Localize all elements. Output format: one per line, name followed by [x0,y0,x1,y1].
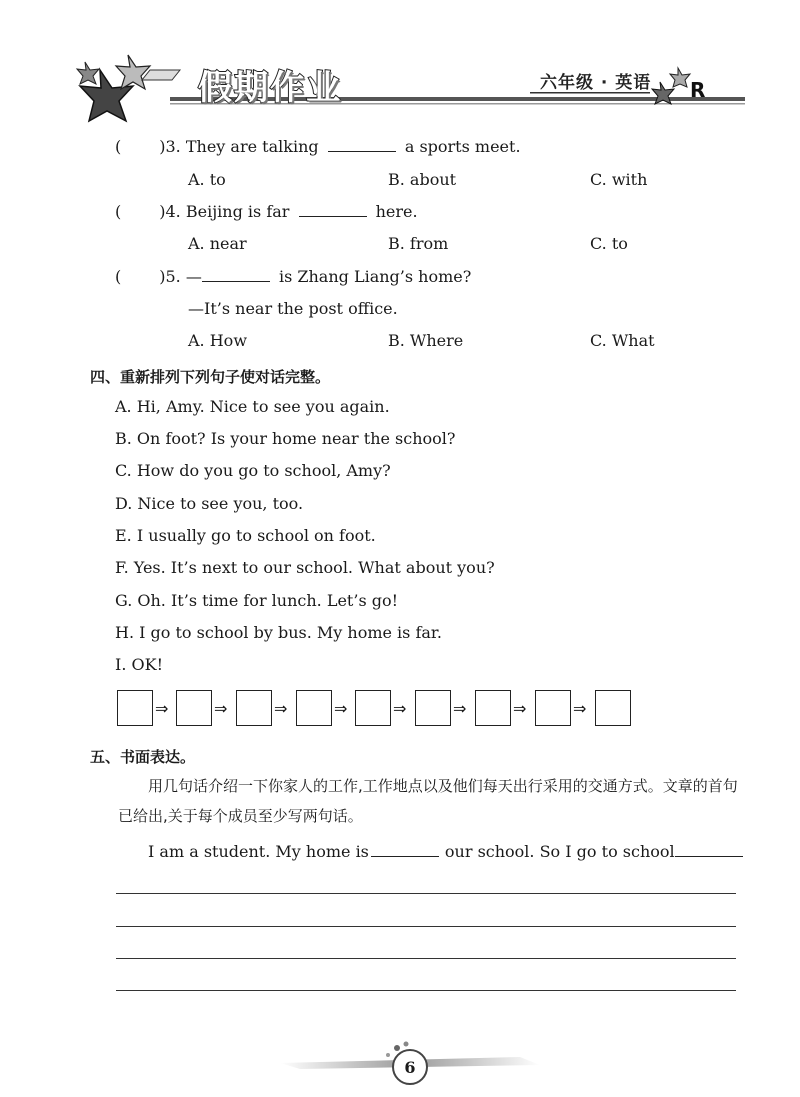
page-number: 6 [404,1058,416,1077]
arrow-icon: ⇒ [214,699,228,718]
answer-paren-close: ) [159,267,166,286]
arrow-icon: ⇒ [274,699,288,718]
prompt-text: I am a student. My home is [148,842,369,861]
question-number: 5. [165,267,181,286]
arrow-icon: ⇒ [155,699,169,718]
sentence-h: H. I go to school by bus. My home is far. [115,623,442,642]
answer-paren-open: ( [115,137,122,156]
arrow-icon: ⇒ [573,699,587,718]
writing-instruction: 用几句话介绍一下你家人的工作,工作地点以及他们每天出行采用的交通方式。文章的首句已给出,关于每个成员至少写两句话。 [118,777,738,825]
option-b: B. about [388,170,457,189]
question-number: 3. [165,137,181,156]
question-3 [115,137,521,157]
star-icon [77,62,99,84]
answer-paren-open: ( [115,202,122,221]
fill-blank[interactable] [371,842,439,857]
answer-paren-close: ) [159,137,166,156]
sentence-c: C. How do you go to school, Amy? [115,461,391,480]
section-4-title: 四、重新排列下列句子使对话完整。 [90,368,331,386]
question-reply: —It’s near the post office. [188,299,398,318]
order-box-5[interactable] [355,690,391,726]
option-b: B. from [388,234,449,253]
question-5 [115,267,471,287]
book-title: 假期作业 [198,68,342,108]
question-stem: is Zhang Liang’s home? [278,267,472,286]
arrow-icon: ⇒ [453,699,467,718]
star-icon [670,68,690,87]
question-stem: Beijing is far [185,202,290,221]
arrow-icon: ⇒ [513,699,527,718]
order-box-3[interactable] [236,690,272,726]
fill-blank[interactable] [202,267,270,282]
question-stem: They are talking [185,137,319,156]
star-icon [116,55,150,89]
header-decoration [0,0,800,130]
question-stem: here. [375,202,418,221]
order-box-4[interactable] [296,690,332,726]
page-header [0,0,800,130]
prompt-text: our school. So I go to school [444,842,675,861]
writing-line[interactable] [116,926,736,927]
order-box-9[interactable] [595,690,631,726]
order-box-6[interactable] [415,690,451,726]
section-5-title: 五、书面表达。 [90,748,196,766]
writing-line[interactable] [116,990,736,991]
sentence-f: F. Yes. It’s next to our school. What about you? [115,558,495,577]
option-c: C. with [590,170,648,189]
option-a: A. How [188,331,248,350]
order-box-1[interactable] [117,690,153,726]
answer-paren-open: ( [115,267,122,286]
option-c: C. to [590,234,628,253]
order-box-8[interactable] [535,690,571,726]
question-number: 4. [165,202,181,221]
sentence-g: G. Oh. It’s time for lunch. Let’s go! [115,591,399,610]
option-a: A. near [188,234,247,253]
option-c: C. What [590,331,655,350]
order-box-2[interactable] [176,690,212,726]
grade-subject-label: 六年级 · 英语 [540,73,652,93]
edition-label: R [690,78,706,102]
option-a: A. to [188,170,226,189]
question-4 [115,202,418,222]
order-box-7[interactable] [475,690,511,726]
writing-prompt [148,842,743,862]
fill-blank[interactable] [299,202,367,217]
answer-paren-close: ) [159,202,166,221]
sentence-d: D. Nice to see you, too. [115,494,304,513]
option-b: B. Where [388,331,464,350]
sentence-a: A. Hi, Amy. Nice to see you again. [115,397,390,416]
arrow-icon: ⇒ [334,699,348,718]
sentence-b: B. On foot? Is your home near the school? [115,429,456,448]
question-stem: — [185,267,202,286]
sentence-i: I. OK! [115,655,163,674]
fill-blank[interactable] [328,137,396,152]
sentence-e: E. I usually go to school on foot. [115,526,376,545]
arrow-icon: ⇒ [393,699,407,718]
writing-line[interactable] [116,958,736,959]
fill-blank[interactable] [675,842,743,857]
writing-line[interactable] [116,893,736,894]
question-stem: a sports meet. [404,137,521,156]
